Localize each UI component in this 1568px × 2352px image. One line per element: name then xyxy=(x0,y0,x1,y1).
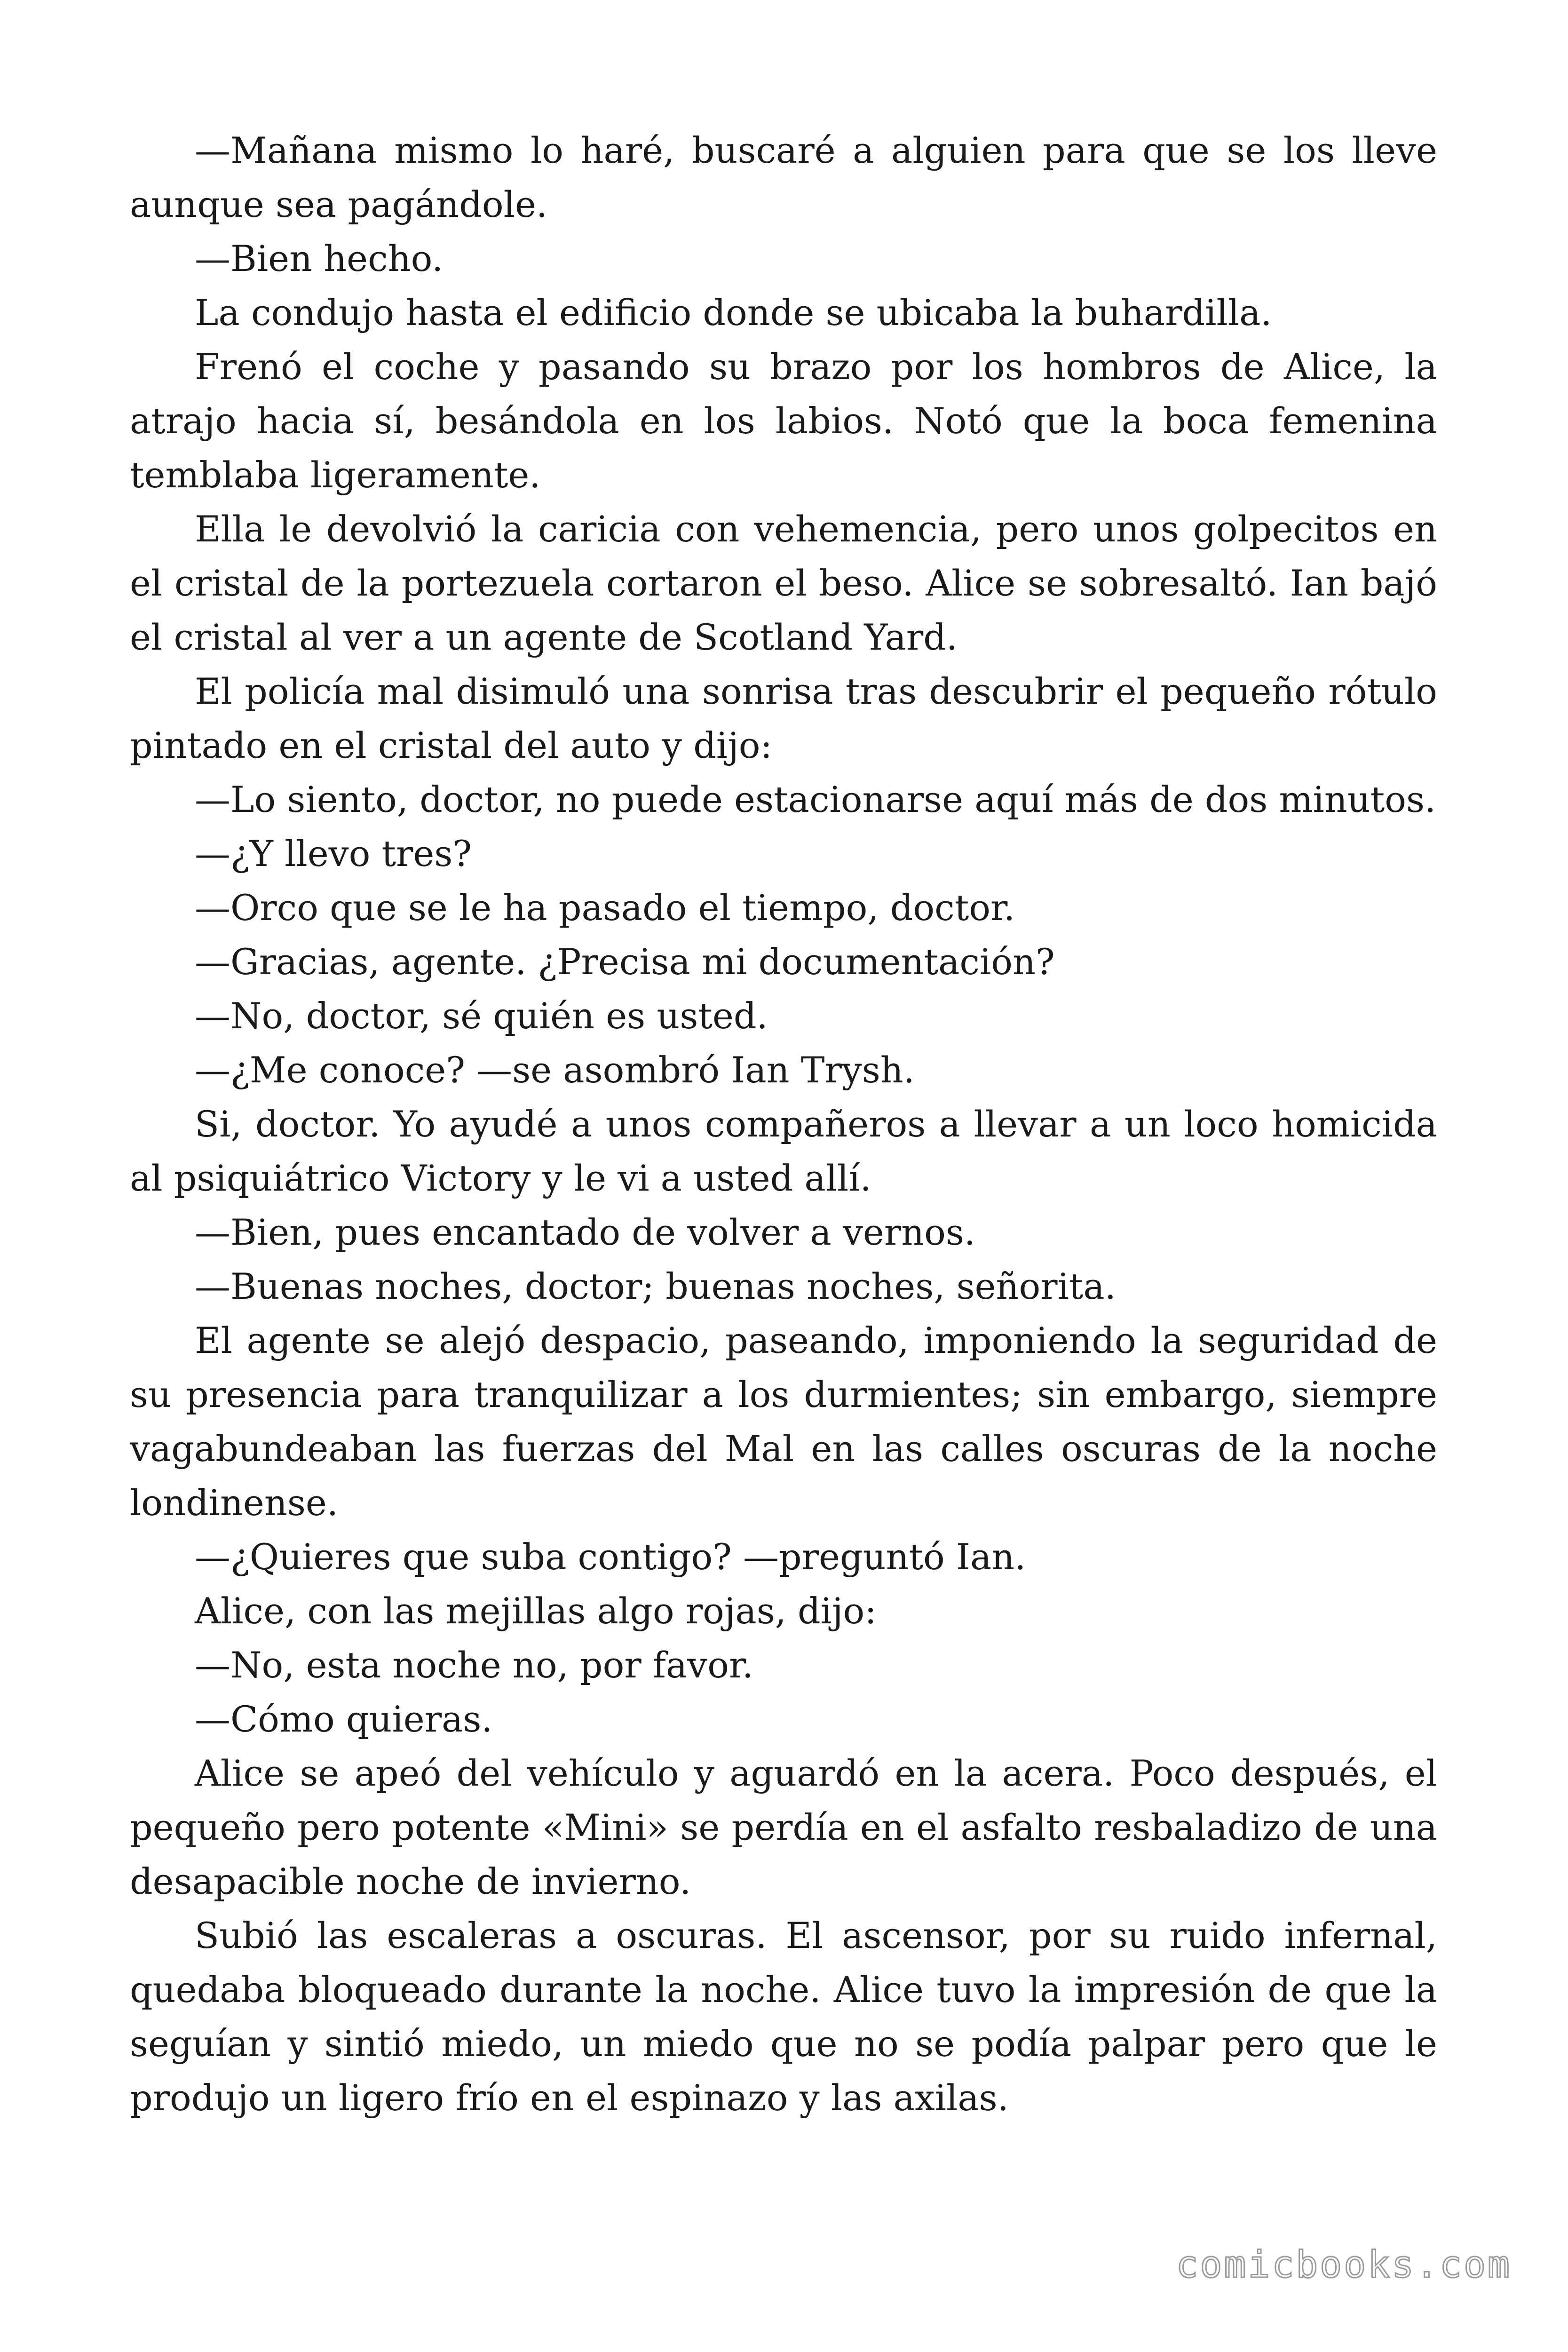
paragraph-6: El policía mal disimuló una sonrisa tras descubrir el pequeño rótulo pintado en el cristal del auto y dijo: xyxy=(130,670,1437,766)
paragraph-7: —Lo siento, doctor, no puede estacionarse aquí más de dos minutos. xyxy=(195,779,1436,820)
paragraph-4: Frenó el coche y pasando su brazo por los hombros de Alice, la atrajo hacia sí, besándola en los labios. Notó que la boca femenina temblaba ligeramente. xyxy=(130,346,1437,496)
paragraph-18: Alice, con las mejillas algo rojas, dijo: xyxy=(195,1590,877,1632)
paragraph-16: El agente se alejó despacio, paseando, imponiendo la seguridad de su presencia para tranquilizar a los durmientes; sin embargo, siempre vagabundeaban las fuerzas del Mal en las calles oscuras de la noche londinense. xyxy=(130,1319,1437,1524)
paragraph-12: —¿Me conoce? —se asombró Ian Trysh. xyxy=(195,1049,915,1091)
watermark: comicbooks.com xyxy=(1176,2244,1512,2286)
paragraph-3: La condujo hasta el edificio donde se ubicaba la buhardilla. xyxy=(195,292,1272,334)
paragraph-17: —¿Quieres que suba contigo? —preguntó Ian. xyxy=(195,1536,1026,1578)
paragraph-5: Ella le devolvió la caricia con vehemencia, pero unos golpecitos en el cristal de la portezuela cortaron el beso. Alice se sobresaltó. Ian bajó el cristal al ver a un agente de Scotland Yard. xyxy=(130,508,1437,658)
paragraph-10: —Gracias, agente. ¿Precisa mi documentación? xyxy=(195,941,1055,983)
paragraph-15: —Buenas noches, doctor; buenas noches, señorita. xyxy=(195,1265,1116,1307)
page-text xyxy=(130,123,1437,2125)
paragraph-20: —Cómo quieras. xyxy=(195,1698,493,1740)
paragraph-1: —Mañana mismo lo haré, buscaré a alguien para que se los lleve aunque sea pagándole. xyxy=(130,129,1437,225)
paragraph-13: Si, doctor. Yo ayudé a unos compañeros a llevar a un loco homicida al psiquiátrico Victory y le vi a usted allí. xyxy=(130,1103,1437,1199)
paragraph-9: —Orco que se le ha pasado el tiempo, doctor. xyxy=(195,887,1015,929)
paragraph-14: —Bien, pues encantado de volver a vernos. xyxy=(195,1211,976,1253)
paragraph-22: Subió las escaleras a oscuras. El ascensor, por su ruido infernal, quedaba bloqueado durante la noche. Alice tuvo la impresión de que la seguían y sintió miedo, un miedo que no se podía palpar pero que le produjo un ligero frío en el espinazo y las axilas. xyxy=(130,1915,1437,2119)
paragraph-2: —Bien hecho. xyxy=(195,238,443,279)
paragraph-8: —¿Y llevo tres? xyxy=(195,833,472,874)
paragraph-19: —No, esta noche no, por favor. xyxy=(195,1644,754,1686)
paragraph-21: Alice se apeó del vehículo y aguardó en la acera. Poco después, el pequeño pero potente «Mini» se perdía en el asfalto resbaladizo de una desapacible noche de invierno. xyxy=(130,1752,1437,1902)
paragraph-11: —No, doctor, sé quién es usted. xyxy=(195,995,768,1037)
